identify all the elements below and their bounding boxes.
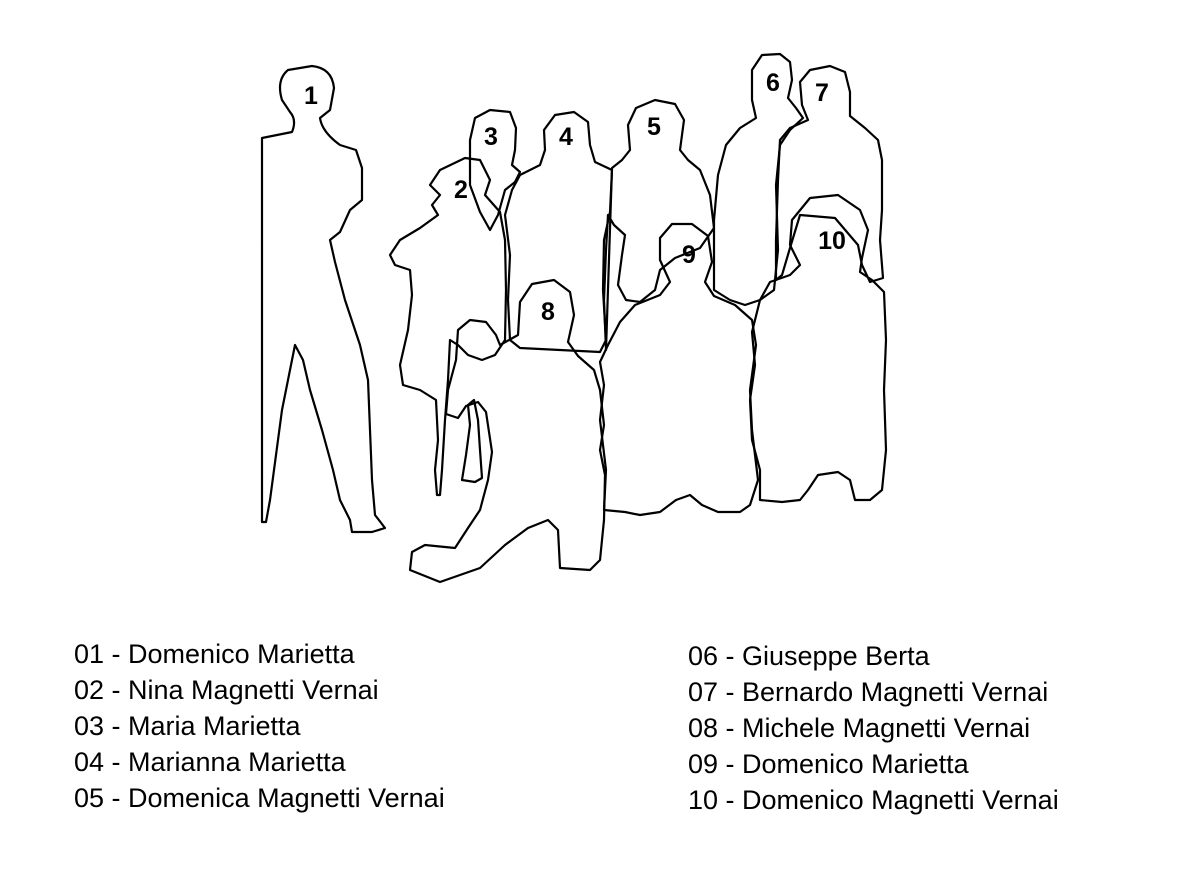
label-8: 8 [541, 298, 555, 326]
legend-item: 10 - Domenico Magnetti Vernai [688, 785, 1059, 815]
label-2: 2 [454, 176, 468, 204]
legend-item: 04 - Marianna Marietta [74, 747, 346, 777]
silhouette-9 [600, 224, 758, 515]
legend-item: 09 - Domenico Marietta [688, 749, 969, 779]
label-10: 10 [818, 227, 846, 255]
silhouette-8 [410, 280, 605, 582]
label-5: 5 [647, 113, 661, 141]
silhouette-1 [262, 66, 385, 532]
legend-item: 06 - Giuseppe Berta [688, 641, 930, 671]
legend-right-column [688, 638, 1059, 818]
legend-item: 08 - Michele Magnetti Vernai [688, 713, 1031, 743]
silhouette-2-leg [462, 400, 482, 482]
label-4: 4 [559, 123, 573, 151]
legend-left-column [74, 636, 445, 816]
label-1: 1 [304, 82, 318, 110]
label-7: 7 [815, 79, 829, 107]
legend-item: 07 - Bernardo Magnetti Vernai [688, 677, 1049, 707]
label-6: 6 [766, 69, 780, 97]
label-9: 9 [682, 241, 696, 269]
legend-item: 01 - Domenico Marietta [74, 639, 355, 669]
legend-item: 02 - Nina Magnetti Vernai [74, 675, 379, 705]
label-3: 3 [484, 123, 498, 151]
silhouette-6 [714, 54, 803, 305]
legend-item: 05 - Domenica Magnetti Vernai [74, 783, 445, 813]
legend-item: 03 - Maria Marietta [74, 711, 301, 741]
